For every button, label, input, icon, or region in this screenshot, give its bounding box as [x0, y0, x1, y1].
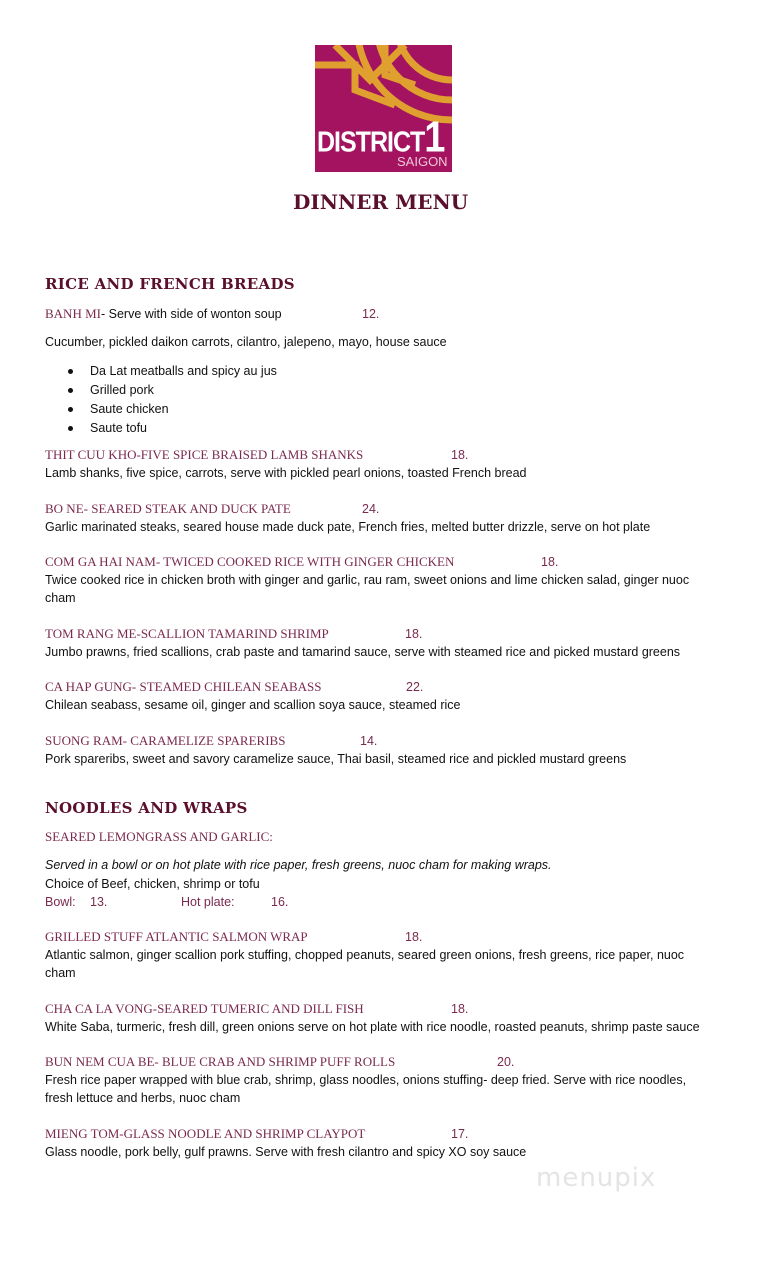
item-description: Twice cooked rice in chicken broth with ginger and garlic, rau ram, sweet onions and lime chicken salad, ginger nuoc [45, 573, 690, 587]
logo-number: 1 [424, 113, 445, 163]
item-description: White Saba, turmeric, fresh dill, green onions serve on hot plate with rice noodle, roasted peanuts, shrimp paste sauce [45, 1020, 700, 1034]
bowl-price: 13. [90, 895, 108, 909]
item-description: Chilean seabass, sesame oil, ginger and scallion soya sauce, steamed rice [45, 698, 461, 712]
item-name: CHA CA LA VONG-SEARED TUMERIC AND DILL FISH [45, 1001, 364, 1016]
item-description: cham [45, 966, 76, 980]
item-name: BANH MI [45, 306, 101, 321]
page-title: DINNER MENU [293, 190, 469, 214]
section-heading: RICE AND FRENCH BREADS [45, 275, 295, 293]
list-item: Da Lat meatballs and spicy au jus [68, 363, 277, 379]
item-price: 18. [405, 930, 423, 944]
item-price: 24. [362, 502, 380, 516]
item-name: BO NE- SEARED STEAK AND DUCK PATE [45, 501, 291, 516]
item-price: 20. [497, 1055, 515, 1069]
item-price: 14. [360, 734, 378, 748]
item-name: THIT CUU KHO-FIVE SPICE BRAISED LAMB SHANKS [45, 447, 364, 462]
item-name: CA HAP GUNG- STEAMED CHILEAN SEABASS [45, 679, 322, 694]
item-price: 18. [451, 448, 469, 462]
logo-name: DISTRICT [317, 126, 425, 159]
item-price: 18. [451, 1002, 469, 1016]
item-price: 18. [405, 627, 423, 641]
item-note: Served in a bowl or on hot plate with rice paper, fresh greens, nuoc cham for making wraps. [45, 858, 552, 872]
item-price: 12. [362, 307, 380, 321]
item-description: Lamb shanks, five spice, carrots, serve with pickled pearl onions, toasted French bread [45, 466, 527, 480]
item-description: cham [45, 591, 76, 605]
item-tagline: - Serve with side of wonton soup [100, 307, 282, 321]
item-description: Garlic marinated steaks, seared house made duck pate, French fries, melted butter drizzle, serve on hot plate [45, 520, 651, 534]
watermark: menupix [536, 1163, 657, 1193]
hot-plate-price: 16. [271, 895, 289, 909]
item-name: BUN NEM CUA BE- BLUE CRAB AND SHRIMP PUFF ROLLS [45, 1054, 396, 1069]
logo-sub: SAIGON [397, 154, 448, 169]
item-price: 17. [451, 1127, 469, 1141]
item-description: Glass noodle, pork belly, gulf prawns. Serve with fresh cilantro and spicy XO soy sauce [45, 1145, 527, 1159]
item-name: SUONG RAM- CARAMELIZE SPARERIBS [45, 733, 286, 748]
bowl-label: Bowl: [45, 895, 76, 909]
item-price: 18. [541, 555, 559, 569]
item-price: 22. [406, 680, 424, 694]
item-name: SEARED LEMONGRASS AND GARLIC: [45, 829, 273, 844]
item-description: Pork spareribs, sweet and savory caramelize sauce, Thai basil, steamed rice and pickled mustard greens [45, 752, 627, 766]
section-heading: NOODLES AND WRAPS [45, 799, 248, 817]
menu-item-banh-mi [45, 306, 282, 322]
list-item: Saute chicken [68, 401, 169, 417]
hot-plate-label: Hot plate: [181, 895, 235, 909]
item-description: Jumbo prawns, fried scallions, crab paste and tamarind sauce, serve with steamed rice and picked mustard greens [45, 645, 681, 659]
item-description: Cucumber, pickled daikon carrots, cilantro, jalepeno, mayo, house sauce [45, 335, 447, 349]
list-item: Grilled pork [68, 382, 154, 398]
district1-logo [315, 45, 452, 172]
item-name: GRILLED STUFF ATLANTIC SALMON WRAP [45, 929, 308, 944]
item-name: COM GA HAI NAM- TWICED COOKED RICE WITH GINGER CHICKEN [45, 554, 455, 569]
list-item: Saute tofu [68, 420, 147, 436]
item-description: Atlantic salmon, ginger scallion pork stuffing, chopped peanuts, seared green onions, fresh greens, rice paper, nuoc [45, 948, 685, 962]
item-name: MIENG TOM-GLASS NOODLE AND SHRIMP CLAYPOT [45, 1126, 366, 1141]
item-description: Fresh rice paper wrapped with blue crab, shrimp, glass noodles, onions stuffing- deep fried. Serve with rice noodles, [45, 1073, 687, 1087]
item-description: Choice of Beef, chicken, shrimp or tofu [45, 877, 260, 891]
item-name: TOM RANG ME-SCALLION TAMARIND SHRIMP [45, 626, 329, 641]
item-description: fresh lettuce and herbs, nuoc cham [45, 1091, 241, 1105]
